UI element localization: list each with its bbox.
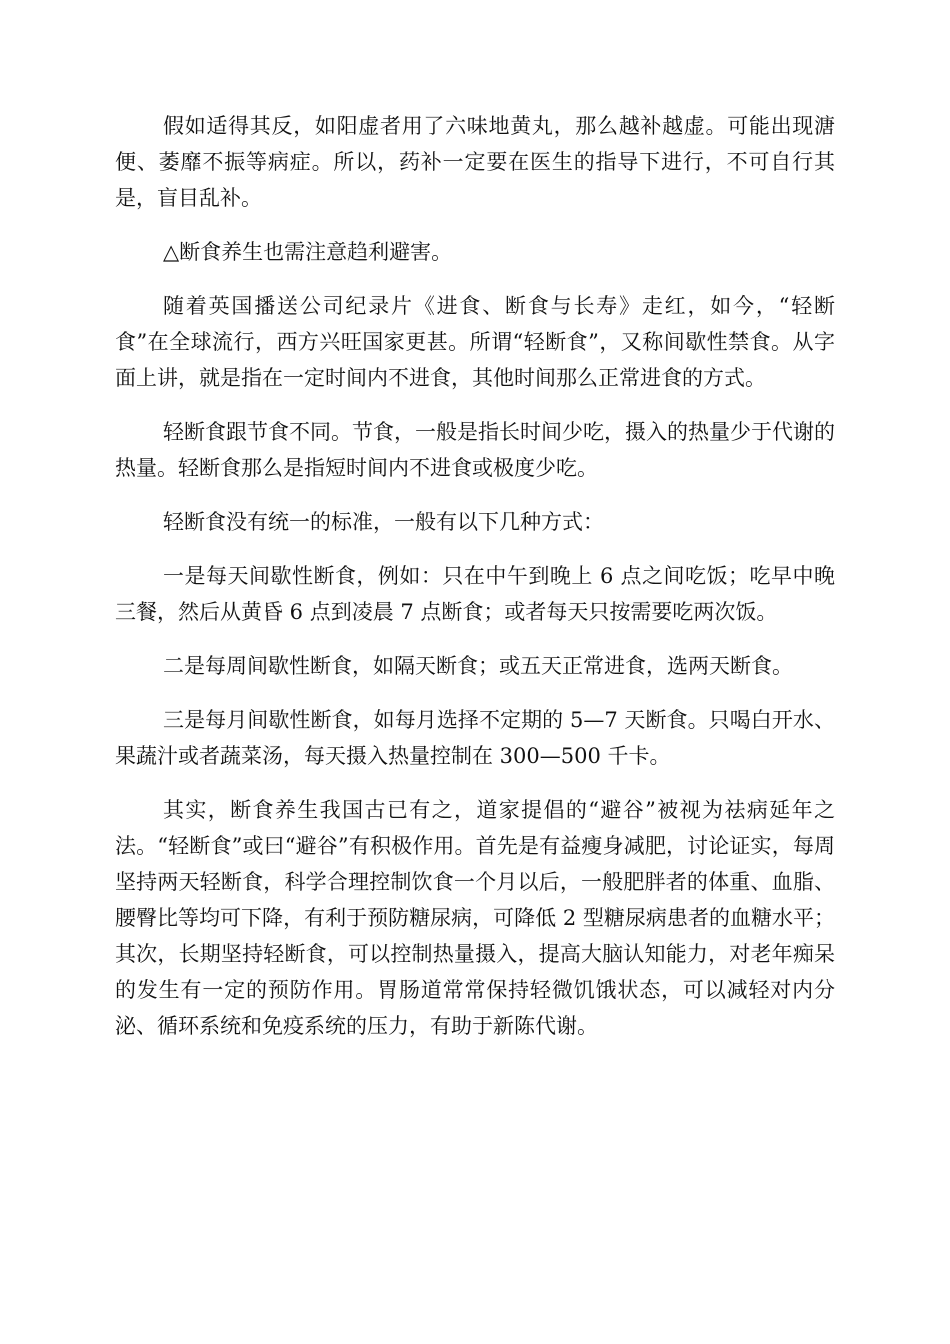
document-body (115, 108, 835, 1062)
paragraph: 假如适得其反，如阳虚者用了六味地黄丸，那么越补越虚。可能出现溏便、萎靡不振等病症。所以，药补一定要在医生的指导下进行，不可自行其是，盲目乱补。 (115, 114, 835, 210)
paragraph: 轻断食跟节食不同。节食，一般是指长时间少吃，摄入的热量少于代谢的热量。轻断食那么是指短时间内不进食或极度少吃。 (115, 420, 835, 480)
paragraph: 随着英国播送公司纪录片《进食、断食与长寿》走红，如今，“轻断食”在全球流行，西方兴旺国家更甚。所谓“轻断食”，又称间歇性禁食。从字面上讲，就是指在一定时间内不进食，其他时间那么正常进食的方式。 (115, 294, 835, 390)
section-heading: △断食养生也需注意趋利避害。 (163, 240, 453, 264)
paragraph: 轻断食没有统一的标准，一般有以下几种方式： (163, 510, 604, 534)
list-item: 三是每月间歇性断食，如每月选择不定期的 5—7 天断食。只喝白开水、果蔬汁或者蔬菜汤，每天摄入热量控制在 300—500 千卡。 (115, 708, 835, 768)
list-item: 二是每周间歇性断食，如隔天断食；或五天正常进食，选两天断食。 (163, 654, 793, 678)
paragraph: 其实，断食养生我国古已有之，道家提倡的“避谷”被视为祛病延年之法。“轻断食”或曰“避谷”有积极作用。首先是有益瘦身减肥，讨论证实，每周坚持两天轻断食，科学合理控制饮食一个月以后，一般肥胖者的体重、血脂、腰臀比等均可下降，有利于预防糖尿病，可降低 2 型糖尿病患者的血糖水平；其次，长期坚持轻断食，可以控制热量摄入，提高大脑认知能力，对老年痴呆的发生有一定的预防作用。胃肠道常常保持轻微饥饿状态，可以减轻对内分泌、循环系统和免疫系统的压力，有助于新陈代谢。 (115, 798, 835, 1038)
list-item: 一是每天间歇性断食，例如：只在中午到晚上 6 点之间吃饭；吃早中晚三餐，然后从黄昏 6 点到凌晨 7 点断食；或者每天只按需要吃两次饭。 (115, 564, 835, 624)
